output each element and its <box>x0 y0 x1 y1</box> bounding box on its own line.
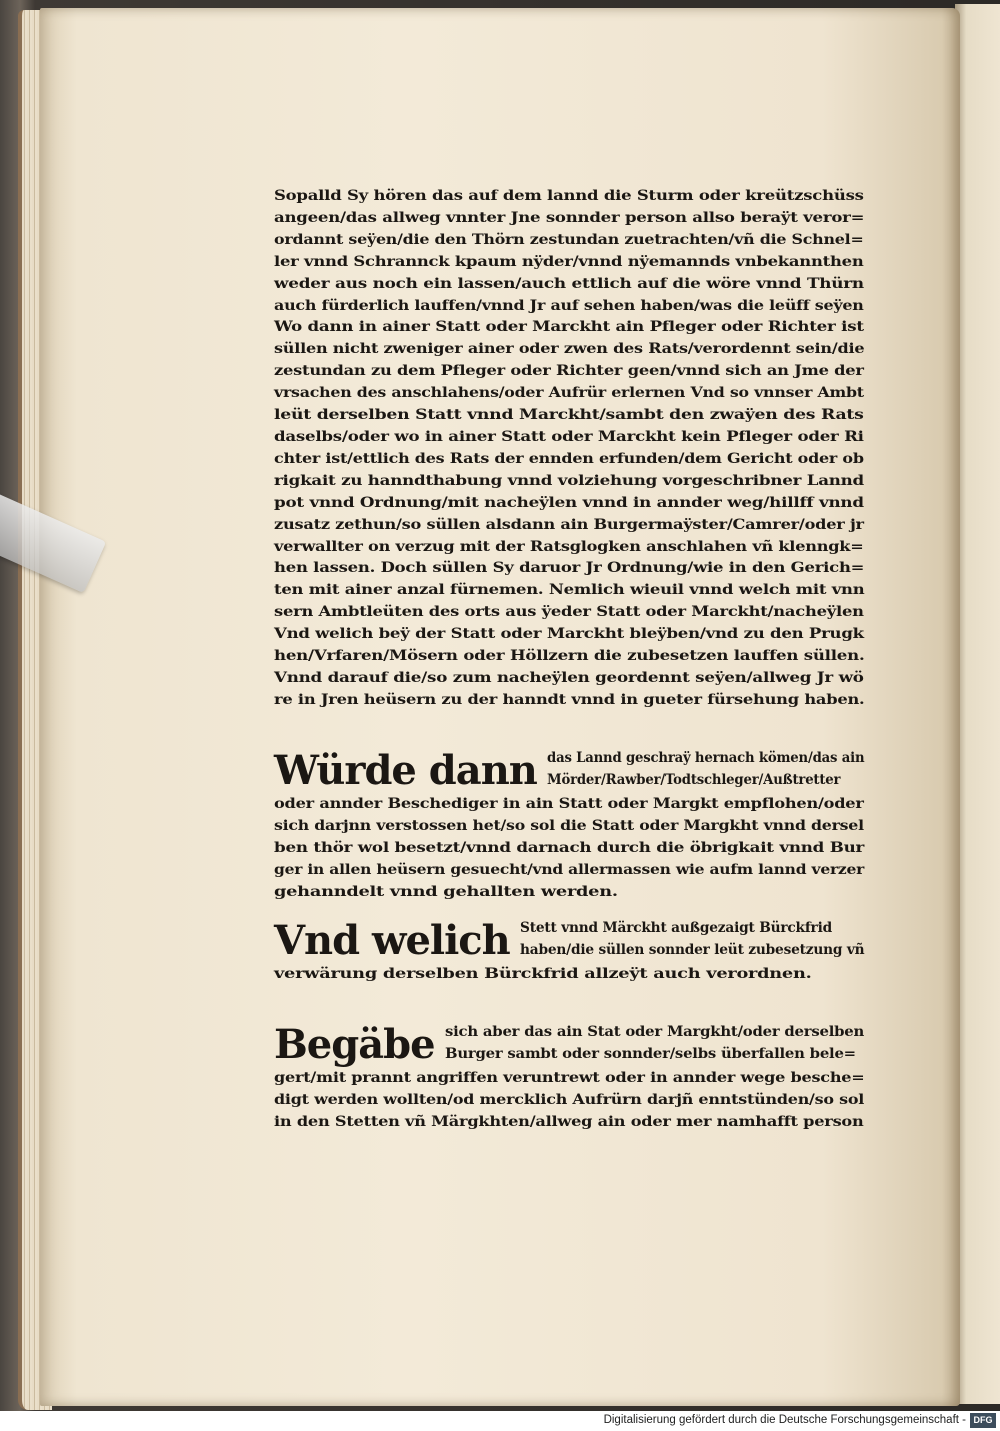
paragraph-4-initial-line: sich aber das ain Stat oder Margkht/oder derselben <box>444 1024 864 1040</box>
paragraph-4-initial: Begäbe <box>274 1021 435 1068</box>
paragraph-1-line: hen/Vrfaren/Mösern oder Höllzern die zubesetzen lauffen süllen. <box>274 648 865 665</box>
paragraph-1-line: Vnnd darauf die/so zum nacheÿlen geordennt seÿen/allweg Jr wö <box>274 669 864 686</box>
paragraph-1-line: süllen nicht zweniger ainer oder zwen des Rats/verordennt sein/die <box>274 341 865 358</box>
paragraph-1-line: Sopalld Sy hören das auf dem lannd die Sturm oder kreützschüss <box>274 188 864 204</box>
paragraph-1-line: vrsachen des anschlahens/oder Aufrür erlernen Vnd so vnnser Ambt <box>274 385 864 402</box>
paragraph-1-line: zestundan zu dem Pfleger oder Richter geen/vnnd sich an Jme der <box>274 363 864 380</box>
paragraph-1-line: ordannt seÿen/die den Thörn zestundan zuetrachten/vñ die Schnel= <box>274 231 864 248</box>
paragraph-2 <box>274 748 864 904</box>
paragraph-1-line: leüt derselben Statt vnnd Marckht/sambt den zwaÿen des Rats <box>274 407 864 424</box>
paragraph-2-line: ger in allen heüsern gesuecht/vnd allermassen wie aufm lannd verzer <box>274 861 865 878</box>
paragraph-1-line: verwallter on verzug mit der Ratsglogken anschlahen vñ klenngk= <box>274 538 864 555</box>
paragraph-1-line: hen lassen. Doch süllen Sy daruor Jr Ordnung/wie in den Gerich= <box>274 560 865 577</box>
paragraph-1-line: ten mit ainer anzal fürnemen. Nemlich wieuil vnnd welch mit vnn <box>274 582 865 599</box>
paragraph-2-line: sich darjnn verstossen het/so sol die Statt oder Margkht vnnd dersel <box>274 817 864 834</box>
paragraph-1-line: zusatz zethun/so süllen alsdann ain Burgermaÿster/Camrer/oder jr <box>274 516 864 533</box>
paragraph-4-line: in den Stetten vñ Märgkhten/allweg ain oder mer namhafft person <box>274 1113 864 1130</box>
paragraph-1-line: chter ist/ettlich des Rats der ennden erfunden/dem Gericht oder ob <box>274 450 864 467</box>
paragraph-1-line: angeen/das allweg vnnter Jne sonnder person allso beraÿt veror= <box>274 209 865 226</box>
paragraph-2-initial-line: das Lannd geschraÿ hernach kömen/das ain <box>546 750 865 766</box>
paragraph-1-line: pot vnnd Ordnung/mit nacheÿlen vnnd in annder weg/hillff vnnd <box>274 494 864 511</box>
paragraph-1-line: re in Jren heüsern zu der hanndt vnnd in gueter fürsehung haben. <box>274 691 865 708</box>
paragraph-3-initial-line: haben/die süllen sonnder leüt zubesetzung vñ <box>519 941 865 958</box>
paragraph-1-line: daselbs/oder wo in ainer Statt oder Marckht kein Pfleger oder Ri <box>274 428 864 445</box>
footer-bar <box>0 1411 1000 1431</box>
paragraph-2-line: ben thör wol besetzt/vnnd darnach durch die öbrigkait vnnd Bur <box>274 839 865 856</box>
paragraph-1-line: rigkait zu hanndthabung vnnd volziehung vorgeschribner Lannd <box>274 472 864 489</box>
paragraph-3 <box>274 918 864 986</box>
paragraph-1-line: auch fürderlich lauffen/vnnd Jr auf sehen haben/was die leüff seÿen <box>274 297 864 314</box>
paragraph-4-line: gert/mit prannt angriffen veruntrewt oder in annder wege besche= <box>274 1070 865 1086</box>
paragraph-4 <box>274 1022 864 1134</box>
paragraph-1-line: sern Ambtleüten des orts aus ÿeder Statt oder Marckht/nacheÿlen <box>274 604 864 621</box>
paragraph-4-line: digt werden wollten/od mercklich Aufrürn darjñ enntstünden/so sol <box>274 1091 865 1108</box>
paragraph-3-initial: Vnd welich <box>274 917 510 964</box>
paragraph-2-line: gehanndelt vnnd gehallten werden. <box>274 883 618 900</box>
paragraph-1-line: ler vnnd Schrannck kpaum nÿder/vnnd nÿemannds vnbekannthen <box>274 253 864 270</box>
paragraph-1-line: Vnd welich beÿ der Statt oder Marckht bleÿben/vnd zu den Prugk <box>274 626 864 643</box>
paragraph-2-line: oder annder Beschediger in ain Statt oder Margkt empflohen/oder <box>274 796 864 812</box>
paragraph-2-initial: Würde dann <box>274 747 537 794</box>
paragraph-3-line: verwärung derselben Bürckfrid allzeÿt auch verordnen. <box>274 966 812 982</box>
paragraph-3-initial-line: Stett vnnd Märckht außgezaigt Bürckfrid <box>519 920 832 936</box>
dfg-logo: DFG <box>970 1413 996 1428</box>
paragraph-1 <box>274 186 864 712</box>
paragraph-4-initial-line: Burger sambt oder sonnder/selbs überfallen bele= <box>444 1045 856 1062</box>
paragraph-1-line: weder aus noch ein lassen/auch ettlich auf die wöre vnnd Thürn <box>274 275 864 292</box>
funding-notice: Digitalisierung gefördert durch die Deutsche Forschungsgemeinschaft - <box>603 1414 966 1426</box>
paragraph-2-initial-line: Mörder/Rawber/Todtschleger/Außtretter <box>546 771 841 788</box>
paragraph-1-line: Wo dann in ainer Statt oder Marckht ain Pfleger oder Richter ist <box>274 319 864 336</box>
